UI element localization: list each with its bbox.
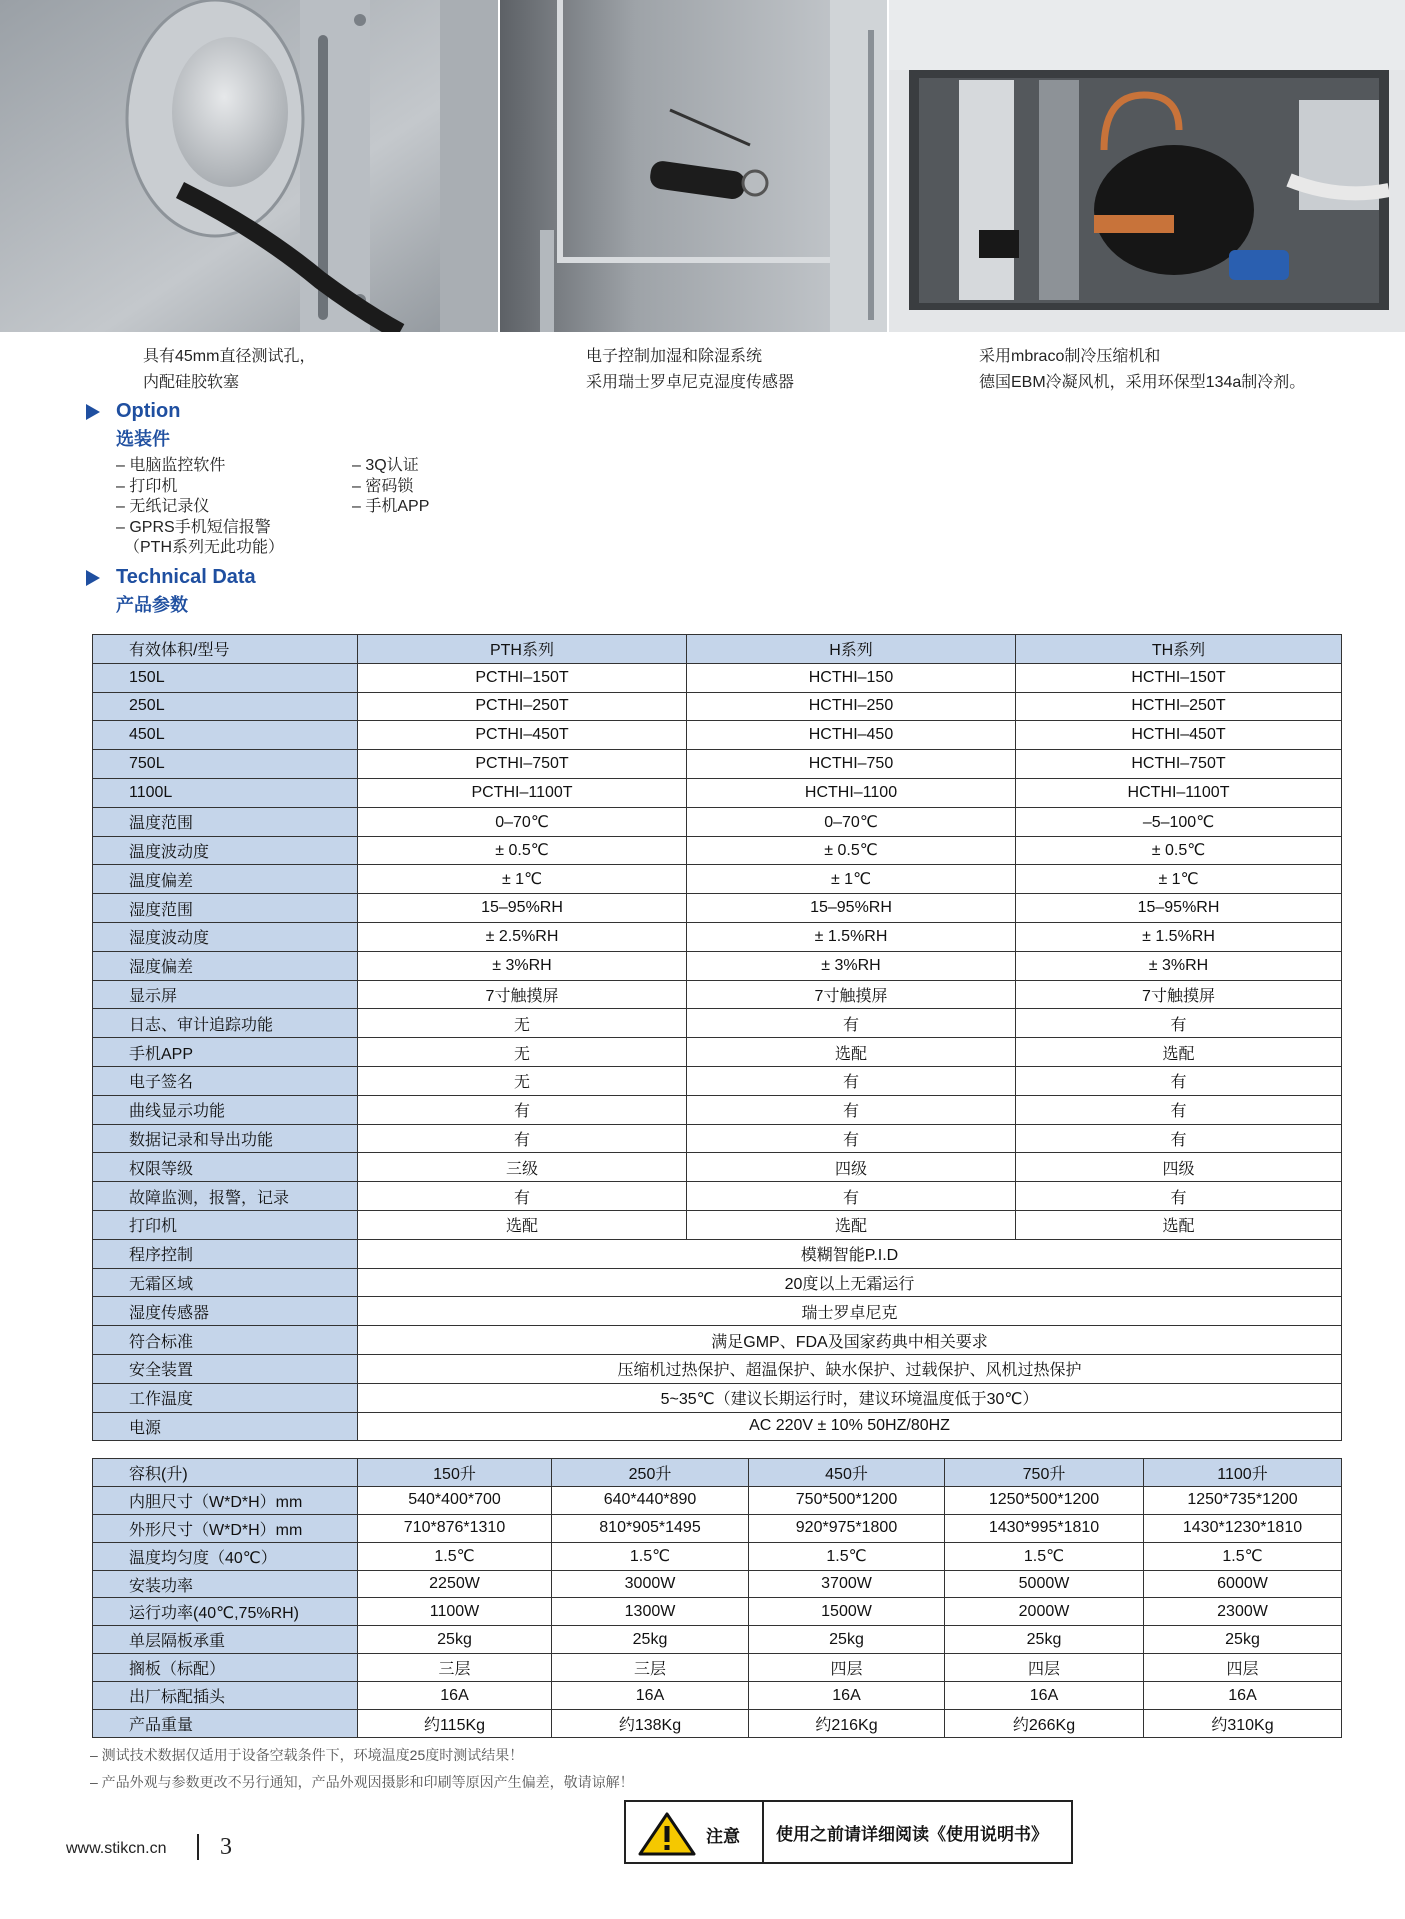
table-cell: 有 xyxy=(687,1182,1016,1211)
table-cell: ± 1.5%RH xyxy=(1016,922,1342,951)
footnote: – 测试技术数据仅适用于设备空载条件下，环境温度25度时测试结果！ xyxy=(90,1747,524,1763)
row-label: 电子签名 xyxy=(93,1066,358,1095)
table-cell: 640*440*890 xyxy=(552,1486,749,1514)
table-row xyxy=(93,1514,1342,1542)
table-cell: 1250*500*1200 xyxy=(945,1486,1144,1514)
table-row xyxy=(93,1710,1342,1738)
table-cell: 0–70℃ xyxy=(687,807,1016,836)
row-label: 湿度波动度 xyxy=(93,922,358,951)
table-cell: 2000W xyxy=(945,1598,1144,1626)
option-item: – 无纸记录仪 xyxy=(116,498,210,515)
row-label: 权限等级 xyxy=(93,1153,358,1182)
option-item: – 手机APP xyxy=(352,498,430,515)
row-label: 湿度范围 xyxy=(93,894,358,923)
column-header: H系列 xyxy=(687,635,1016,664)
table-cell: 有 xyxy=(1016,1009,1342,1038)
table-row xyxy=(93,1542,1342,1570)
table-cell: ± 3%RH xyxy=(687,951,1016,980)
option-item: – GPRS手机短信报警 xyxy=(116,518,271,536)
caption-line: 德国EBM冷凝风机，采用环保型134a制冷剂。 xyxy=(979,374,1306,391)
table-row xyxy=(93,1570,1342,1598)
table-cell: 15–95%RH xyxy=(1016,894,1342,923)
table-cell: 三层 xyxy=(552,1654,749,1682)
table-header-row xyxy=(93,635,1342,664)
table-cell: 四级 xyxy=(1016,1153,1342,1182)
table-cell: HCTHI–250T xyxy=(1016,692,1342,721)
row-label: 安全装置 xyxy=(93,1354,358,1383)
table-row xyxy=(93,1626,1342,1654)
table-row xyxy=(93,1066,1342,1095)
table-cell: 7寸触摸屏 xyxy=(687,980,1016,1009)
table-cell: PCTHI–450T xyxy=(358,721,687,750)
table-cell: 1100W xyxy=(358,1598,552,1626)
row-label: 750L xyxy=(93,750,358,779)
caption-line: 内配硅胶软塞 xyxy=(143,374,240,391)
table-cell: ± 0.5℃ xyxy=(687,836,1016,865)
row-label: 产品重量 xyxy=(93,1710,358,1738)
warning-triangle-icon xyxy=(638,1812,696,1856)
test-port-caption xyxy=(143,344,315,396)
table-cell: 16A xyxy=(749,1682,945,1710)
table-cell: 25kg xyxy=(749,1626,945,1654)
merged-cell: 5~35℃（建议长期运行时，建议环境温度低于30℃） xyxy=(358,1383,1342,1412)
test-port-photo xyxy=(0,0,498,332)
row-label: 温度范围 xyxy=(93,807,358,836)
table-cell: 三级 xyxy=(358,1153,687,1182)
option-item: – 3Q认证 xyxy=(352,457,419,474)
table-cell: 有 xyxy=(687,1095,1016,1124)
table-cell: 1.5℃ xyxy=(358,1542,552,1570)
warning-text: 使用之前请详细阅读《使用说明书》 xyxy=(776,1824,1048,1844)
table-cell: 16A xyxy=(1144,1682,1342,1710)
merged-cell: 20度以上无霜运行 xyxy=(358,1268,1342,1297)
table-row xyxy=(93,836,1342,865)
table-row xyxy=(93,721,1342,750)
caption-line: 电子控制加湿和除湿系统 xyxy=(586,348,763,365)
table-row xyxy=(93,1153,1342,1182)
table-cell: 710*876*1310 xyxy=(358,1514,552,1542)
table-row xyxy=(93,750,1342,779)
column-header: PTH系列 xyxy=(358,635,687,664)
row-label: 显示屏 xyxy=(93,980,358,1009)
table-header-row xyxy=(93,1459,1342,1487)
compressor-photo xyxy=(889,0,1405,332)
table-cell: 四层 xyxy=(749,1654,945,1682)
size-table xyxy=(92,1458,1342,1738)
column-header: 750升 xyxy=(945,1459,1144,1487)
merged-cell: 满足GMP、FDA及国家药典中相关要求 xyxy=(358,1326,1342,1355)
row-label: 搁板（标配） xyxy=(93,1654,358,1682)
table-cell: 1250*735*1200 xyxy=(1144,1486,1342,1514)
table-cell: 有 xyxy=(358,1124,687,1153)
row-label: 湿度传感器 xyxy=(93,1297,358,1326)
column-header: 250升 xyxy=(552,1459,749,1487)
table-cell: 1.5℃ xyxy=(749,1542,945,1570)
table-cell: 16A xyxy=(358,1682,552,1710)
table-cell: 920*975*1800 xyxy=(749,1514,945,1542)
table-row xyxy=(93,1682,1342,1710)
table-cell: 25kg xyxy=(358,1626,552,1654)
table-row xyxy=(93,894,1342,923)
table-row xyxy=(93,1182,1342,1211)
row-label: 湿度偏差 xyxy=(93,951,358,980)
table-cell: 有 xyxy=(687,1066,1016,1095)
website-link[interactable]: www.stikcn.cn xyxy=(66,1840,167,1857)
table-cell: 1430*1230*1810 xyxy=(1144,1514,1342,1542)
table-cell: ± 3%RH xyxy=(358,951,687,980)
technical-title-en: Technical Data xyxy=(116,566,256,588)
table-row xyxy=(93,692,1342,721)
row-label: 程序控制 xyxy=(93,1239,358,1268)
table-cell: 7寸触摸屏 xyxy=(1016,980,1342,1009)
table-cell: ± 2.5%RH xyxy=(358,922,687,951)
table-cell: 有 xyxy=(358,1095,687,1124)
table-row xyxy=(93,1654,1342,1682)
table-row xyxy=(93,778,1342,807)
table-cell: 1500W xyxy=(749,1598,945,1626)
warning-label: 注意 xyxy=(706,1827,740,1846)
table-cell: 25kg xyxy=(552,1626,749,1654)
table-cell: 5000W xyxy=(945,1570,1144,1598)
table-cell: HCTHI–1100 xyxy=(687,778,1016,807)
table-cell: 选配 xyxy=(1016,1038,1342,1067)
table-cell: 15–95%RH xyxy=(358,894,687,923)
row-label: 故障监测，报警，记录 xyxy=(93,1182,358,1211)
humidity-sensor-caption xyxy=(586,344,794,396)
caption-line: 采用mbraco制冷压缩机和 xyxy=(979,348,1161,365)
option-title-en: Option xyxy=(116,400,181,422)
option-item: – 密码锁 xyxy=(352,477,414,495)
table-cell: 540*400*700 xyxy=(358,1486,552,1514)
column-header: 有效体积/型号 xyxy=(93,635,358,664)
table-cell: 有 xyxy=(1016,1066,1342,1095)
table-cell: PCTHI–1100T xyxy=(358,778,687,807)
table-row xyxy=(93,1124,1342,1153)
table-cell: 选配 xyxy=(358,1210,687,1239)
table-cell: HCTHI–150 xyxy=(687,663,1016,692)
table-cell: 有 xyxy=(1016,1182,1342,1211)
photo-strip xyxy=(0,0,1405,332)
column-header: 1100升 xyxy=(1144,1459,1342,1487)
table-cell: 6000W xyxy=(1144,1570,1342,1598)
row-label: 数据记录和导出功能 xyxy=(93,1124,358,1153)
table-cell: 1300W xyxy=(552,1598,749,1626)
table-cell: 7寸触摸屏 xyxy=(358,980,687,1009)
footer-divider xyxy=(197,1834,199,1860)
table-row xyxy=(93,1598,1342,1626)
table-cell: 有 xyxy=(1016,1124,1342,1153)
row-label: 电源 xyxy=(93,1412,358,1441)
column-header: 450升 xyxy=(749,1459,945,1487)
caption-line: 采用瑞士罗卓尼克湿度传感器 xyxy=(586,374,795,391)
technical-title-cn: 产品参数 xyxy=(116,595,188,615)
table-cell: ± 0.5℃ xyxy=(1016,836,1342,865)
table-cell: 选配 xyxy=(687,1038,1016,1067)
merged-cell: 压缩机过热保护、超温保护、缺水保护、过载保护、风机过热保护 xyxy=(358,1354,1342,1383)
table-cell: 约310Kg xyxy=(1144,1710,1342,1738)
row-label: 工作温度 xyxy=(93,1383,358,1412)
table-row xyxy=(93,1326,1342,1355)
section-arrow-icon xyxy=(86,404,100,420)
table-row xyxy=(93,1486,1342,1514)
column-header: 容积(升) xyxy=(93,1459,358,1487)
row-label: 日志、审计追踪功能 xyxy=(93,1009,358,1038)
table-cell: 1.5℃ xyxy=(945,1542,1144,1570)
table-row xyxy=(93,807,1342,836)
row-label: 运行功率(40℃,75%RH) xyxy=(93,1598,358,1626)
table-row xyxy=(93,1354,1342,1383)
row-label: 打印机 xyxy=(93,1210,358,1239)
row-label: 温度偏差 xyxy=(93,865,358,894)
table-cell: 约115Kg xyxy=(358,1710,552,1738)
table-cell: HCTHI–1100T xyxy=(1016,778,1342,807)
table-cell: 1430*995*1810 xyxy=(945,1514,1144,1542)
table-cell: 750*500*1200 xyxy=(749,1486,945,1514)
table-cell: PCTHI–150T xyxy=(358,663,687,692)
table-row xyxy=(93,980,1342,1009)
table-cell: HCTHI–450T xyxy=(1016,721,1342,750)
table-cell: 1.5℃ xyxy=(552,1542,749,1570)
row-label: 150L xyxy=(93,663,358,692)
row-label: 安装功率 xyxy=(93,1570,358,1598)
table-cell: 三层 xyxy=(358,1654,552,1682)
row-label: 250L xyxy=(93,692,358,721)
table-row xyxy=(93,1210,1342,1239)
table-cell: PCTHI–250T xyxy=(358,692,687,721)
table-cell: 有 xyxy=(358,1182,687,1211)
table-cell: 约138Kg xyxy=(552,1710,749,1738)
section-arrow-icon xyxy=(86,570,100,586)
spec-table xyxy=(92,634,1342,1441)
table-row xyxy=(93,1038,1342,1067)
compressor-caption xyxy=(979,344,1305,396)
table-row xyxy=(93,1239,1342,1268)
table-cell: 3000W xyxy=(552,1570,749,1598)
table-row xyxy=(93,922,1342,951)
table-cell: HCTHI–750 xyxy=(687,750,1016,779)
table-cell: 无 xyxy=(358,1038,687,1067)
table-cell: ± 3%RH xyxy=(1016,951,1342,980)
table-cell: 四层 xyxy=(945,1654,1144,1682)
option-item-note: （PTH系列无此功能） xyxy=(124,539,285,556)
table-row xyxy=(93,1095,1342,1124)
table-cell: 四级 xyxy=(687,1153,1016,1182)
merged-cell: 模糊智能P.I.D xyxy=(358,1239,1342,1268)
table-cell: ± 1℃ xyxy=(358,865,687,894)
table-cell: 选配 xyxy=(1016,1210,1342,1239)
table-cell: 约216Kg xyxy=(749,1710,945,1738)
row-label: 手机APP xyxy=(93,1038,358,1067)
merged-cell: 瑞士罗卓尼克 xyxy=(358,1297,1342,1326)
row-label: 曲线显示功能 xyxy=(93,1095,358,1124)
table-cell: 3700W xyxy=(749,1570,945,1598)
table-cell: 2300W xyxy=(1144,1598,1342,1626)
table-cell: 0–70℃ xyxy=(358,807,687,836)
table-row xyxy=(93,1268,1342,1297)
row-label: 符合标准 xyxy=(93,1326,358,1355)
table-cell: 25kg xyxy=(945,1626,1144,1654)
warning-icon-cell xyxy=(626,1802,764,1862)
table-cell: 有 xyxy=(687,1009,1016,1038)
table-row xyxy=(93,1009,1342,1038)
table-cell: 约266Kg xyxy=(945,1710,1144,1738)
table-cell: 有 xyxy=(1016,1095,1342,1124)
table-cell: HCTHI–250 xyxy=(687,692,1016,721)
caption-line: 具有45mm直径测试孔， xyxy=(143,348,316,365)
table-row xyxy=(93,951,1342,980)
humidity-sensor-photo xyxy=(500,0,887,332)
table-cell: ± 1℃ xyxy=(1016,865,1342,894)
table-cell: –5–100℃ xyxy=(1016,807,1342,836)
table-cell: HCTHI–450 xyxy=(687,721,1016,750)
option-item: – 打印机 xyxy=(116,477,178,495)
row-label: 外形尺寸（W*D*H）mm xyxy=(93,1514,358,1542)
table-cell: 有 xyxy=(687,1124,1016,1153)
table-cell: 16A xyxy=(945,1682,1144,1710)
table-cell: 无 xyxy=(358,1066,687,1095)
table-cell: 四层 xyxy=(1144,1654,1342,1682)
row-label: 单层隔板承重 xyxy=(93,1626,358,1654)
table-cell: ± 1℃ xyxy=(687,865,1016,894)
merged-cell: AC 220V ± 10% 50HZ/80HZ xyxy=(358,1412,1342,1441)
row-label: 内胆尺寸（W*D*H）mm xyxy=(93,1486,358,1514)
table-row xyxy=(93,865,1342,894)
table-cell: ± 0.5℃ xyxy=(358,836,687,865)
option-title-cn: 选装件 xyxy=(116,429,170,449)
table-cell: PCTHI–750T xyxy=(358,750,687,779)
row-label: 温度波动度 xyxy=(93,836,358,865)
table-cell: 1.5℃ xyxy=(1144,1542,1342,1570)
row-label: 450L xyxy=(93,721,358,750)
column-header: TH系列 xyxy=(1016,635,1342,664)
footnote: – 产品外观与参数更改不另行通知，产品外观因摄影和印刷等原因产生偏差，敬请谅解！ xyxy=(90,1774,634,1790)
table-cell: 选配 xyxy=(687,1210,1016,1239)
row-label: 无霜区域 xyxy=(93,1268,358,1297)
warning-box xyxy=(624,1800,1073,1864)
table-row xyxy=(93,1412,1342,1441)
table-cell: 16A xyxy=(552,1682,749,1710)
table-cell: 无 xyxy=(358,1009,687,1038)
row-label: 1100L xyxy=(93,778,358,807)
table-cell: 810*905*1495 xyxy=(552,1514,749,1542)
table-row xyxy=(93,663,1342,692)
table-row xyxy=(93,1383,1342,1412)
column-header: 150升 xyxy=(358,1459,552,1487)
option-list-2 xyxy=(352,456,429,518)
page-number: 3 xyxy=(220,1834,232,1860)
table-cell: HCTHI–150T xyxy=(1016,663,1342,692)
row-label: 出厂标配插头 xyxy=(93,1682,358,1710)
table-cell: 25kg xyxy=(1144,1626,1342,1654)
table-cell: 2250W xyxy=(358,1570,552,1598)
table-cell: HCTHI–750T xyxy=(1016,750,1342,779)
row-label: 温度均匀度（40℃） xyxy=(93,1542,358,1570)
option-list-1 xyxy=(116,456,284,559)
option-item: – 电脑监控软件 xyxy=(116,457,226,474)
table-cell: ± 1.5%RH xyxy=(687,922,1016,951)
table-row xyxy=(93,1297,1342,1326)
table-cell: 15–95%RH xyxy=(687,894,1016,923)
